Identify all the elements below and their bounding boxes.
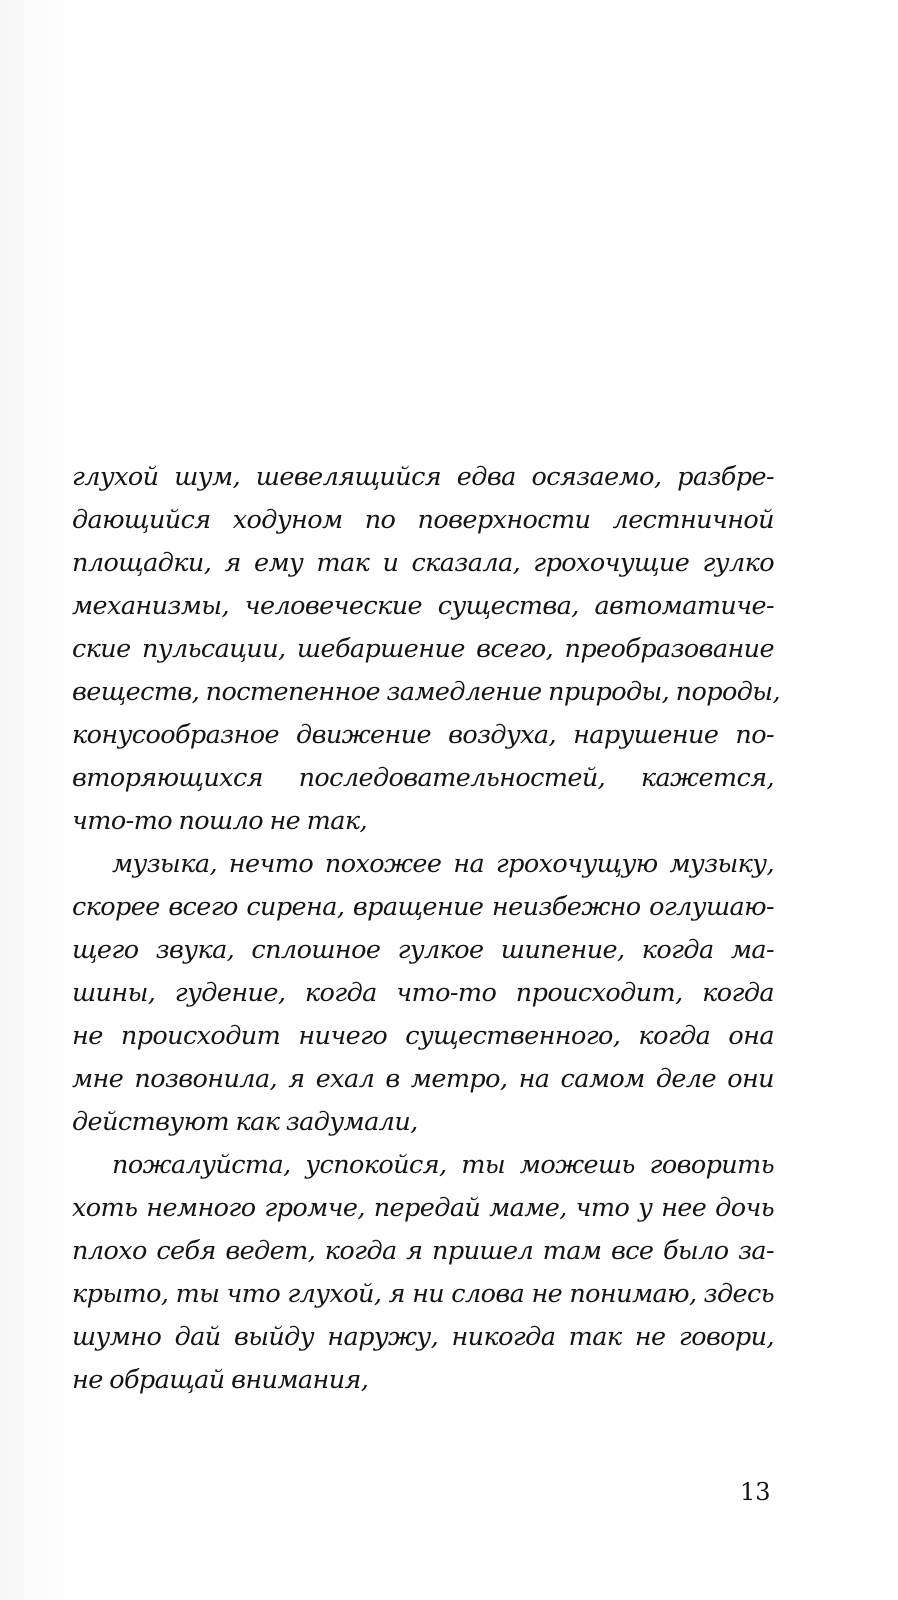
text-line: что-то пошло не так, bbox=[72, 806, 367, 836]
text-line: плохо себя ведет, когда я пришел там все было за- bbox=[72, 1236, 774, 1266]
text-line: шумно дай выйду наружу, никогда так не говори, bbox=[72, 1322, 774, 1352]
text-line: не происходит ничего существенного, когда она bbox=[72, 1021, 774, 1051]
text-line: площадки, я ему так и сказала, грохочущие гулко bbox=[72, 548, 774, 578]
text-line: не обращай внимания, bbox=[72, 1365, 369, 1395]
body-text bbox=[72, 456, 780, 1402]
text-line: вторяющихся последовательностей, кажется, bbox=[72, 763, 774, 793]
text-line: музыка, нечто похожее на грохочущую музыку, bbox=[112, 849, 774, 879]
text-line: мне позвонила, я ехал в метро, на самом деле они bbox=[72, 1064, 774, 1094]
text-line: пожалуйста, успокойся, ты можешь говорить bbox=[112, 1150, 774, 1180]
text-line: действуют как задумали, bbox=[72, 1107, 418, 1137]
text-line: конусообразное движение воздуха, нарушение по- bbox=[72, 720, 774, 750]
text-line: крыто, ты что глухой, я ни слова не понимаю, здесь bbox=[72, 1279, 774, 1309]
text-line: ские пульсации, шебаршение всего, преобразование bbox=[72, 634, 774, 664]
text-line: скорее всего сирена, вращение неизбежно оглушаю- bbox=[72, 892, 774, 922]
text-line: веществ, постепенное замедление природы, породы, bbox=[72, 677, 780, 707]
text-line: механизмы, человеческие существа, автоматиче- bbox=[72, 591, 774, 621]
page-number: 13 bbox=[740, 1478, 771, 1506]
text-line: шины, гудение, когда что-то происходит, когда bbox=[72, 978, 774, 1008]
text-line: щего звука, сплошное гулкое шипение, когда ма- bbox=[72, 935, 774, 965]
text-line: глухой шум, шевелящийся едва осязаемо, разбре- bbox=[72, 462, 774, 492]
text-line: дающийся ходуном по поверхности лестничной bbox=[72, 505, 774, 535]
text-line: хоть немного громче, передай маме, что у нее дочь bbox=[72, 1193, 774, 1223]
